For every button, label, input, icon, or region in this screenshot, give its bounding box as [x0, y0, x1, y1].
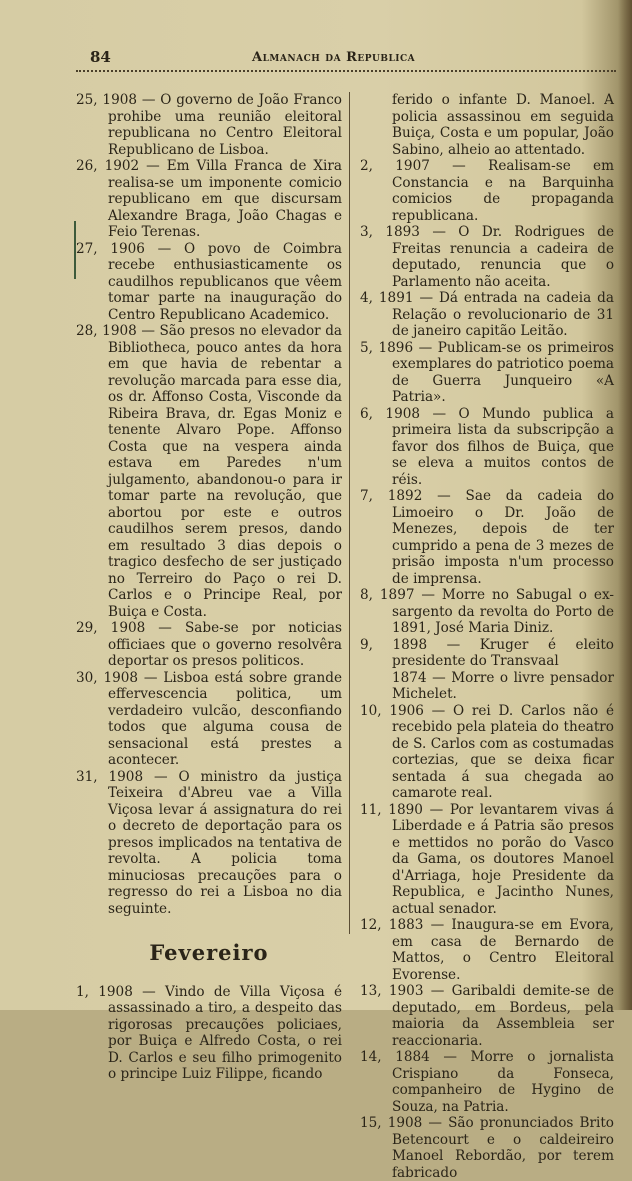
entry-feb-7: 7, 1892 — Sae da cadeia do Limoeiro o Dr. João de Menezes, depois de ter cumprido a pena de 3 mezes de prisão imposta n'um processo de imprensa.: [360, 488, 614, 587]
entry-feb-12: 12, 1883 — Inaugura-se em Evora, em casa de Bernardo de Mattos, o Centro Eleitoral Evorense.: [360, 917, 614, 983]
entry-feb-5: 5, 1896 — Publicam-se os primeiros exemplares do patriotico poema de Guerra Junqueiro «A Patria».: [360, 339, 615, 405]
entry-feb-9-sub: 1874 — Morre o livre pensador Michelet.: [392, 669, 614, 702]
entry-feb-6: 6, 1908 — O Mundo publica a primeira lista da subscripção a favor dos filhos de Buiça, que se eleva a muitos contos de réis.: [360, 405, 614, 488]
entry-feb-3: 3, 1893 — O Dr. Rodrigues de Freitas renuncia a cadeira de deputado, renuncia que o Parlamento não aceita.: [360, 224, 614, 290]
entry-jan-26: 26, 1902 — Em Villa Franca de Xira realisa-se um imponente comicio republicano em que discursam Alexandre Braga, João Chagas e Feio Terenas.: [76, 158, 342, 240]
month-heading: Fevereiro: [149, 940, 269, 965]
header-rule: [76, 70, 616, 75]
entry-jan-29: 29, 1908 — Sabe-se por noticias officiaes que o governo resolvêra deportar os presos politicos.: [76, 620, 342, 669]
entry-feb-9: 9, 1898 — Kruger é eleito presidente do Transvaal: [360, 636, 614, 669]
page-header: [76, 48, 616, 68]
entry-jan-27: 27, 1906 — O povo de Coimbra recebe enthusiasticamente os caudilhos republicanos que vêem tomar parte na inauguração do Centro Republicano Academico.: [76, 240, 342, 323]
page-number: 84: [90, 48, 111, 66]
running-title: Almanach da Republica: [252, 50, 416, 65]
entry-feb-15: 15, 1908 — São pronunciados Brito Betencourt e o caldeireiro Manoel Rebordão, por terem fabricado: [360, 1115, 614, 1181]
entry-feb-1-continued: ferido o infante D. Manoel. A policia assassinou em seguida Buiça, Costa e um popular, João Sabino, alheio ao attentado.: [392, 92, 614, 158]
entry-jan-30: 30, 1908 — Lisboa está sobre grande effervescencia politica, um verdadeiro vulcão, desconfiando todos que alguma cousa de sensacional está prestes a acontecer.: [76, 669, 342, 768]
entry-feb-1: 1, 1908 — Vindo de Villa Viçosa é assassinado a tiro, a despeito das rigorosas precauções policiaes, por Buiça e Alfredo Costa, o rei D. Carlos e seu filho primogenito o principe Luiz Filippe, ficando: [76, 983, 342, 1082]
left-column: [76, 92, 342, 1083]
entry-feb-10: 10, 1906 — O rei D. Carlos não é recebido pela plateia do theatro de S. Carlos com as costumadas cortezias, que se deixa ficar sentada á sua chegada ao camarote real.: [360, 702, 614, 801]
entry-jan-25: 25, 1908 — O governo de João Franco prohibe uma reunião eleitoral republicana no Centro Eleitoral Republicano de Lisboa.: [76, 92, 342, 158]
entry-jan-28: 28, 1908 — São presos no elevador da Bibliotheca, pouco antes da hora em que havia de rebentar a revolução marcada para esse dia, os dr. Affonso Costa, Visconde da Ribeira Brava, dr. Egas Moniz e tenente Alvaro Pope. Affonso Costa que na vespera ainda estava em Paredes n'um julgamento, abandonou-o para ir tomar parte na revolução, que abortou por este e outros caudilhos serem presos, dando em resultado 3 dias depois o tragico desfecho de ser justiçado no Terreiro do Paço o rei D. Carlos e o Principe Real, por Buiça e Costa.: [76, 323, 342, 620]
entry-feb-2: 2, 1907 — Realisam-se em Constancia e na Barquinha comicios de propaganda republicana.: [360, 158, 614, 224]
entry-feb-13: 13, 1903 — Garibaldi demite-se de deputado, em Bordeus, pela maioria da Assembleia ser reaccionaria.: [360, 983, 614, 1049]
entry-feb-11: 11, 1890 — Por levantarem vivas á Liberdade e á Patria são presos e mettidos no porão do Vasco da Gama, os doutores Manoel d'Arriaga, hoje Presidente da Republica, e Jacintho Nunes, actual senador.: [360, 801, 614, 917]
entry-jan-31: 31, 1908 — O ministro da justiça Teixeira d'Abreu vae a Villa Viçosa levar á assignatura do rei o decreto de deportação para os presos implicados na tentativa de revolta. A policia toma minuciosas precauções para o regresso do rei a Lisboa no dia seguinte.: [76, 768, 342, 917]
entry-feb-14: 14, 1884 — Morre o jornalista Crispiano da Fonseca, companheiro de Hygino de Souza, na Patria.: [360, 1049, 614, 1115]
page-spine-shadow: [618, 0, 632, 1010]
column-divider: [349, 92, 350, 934]
right-column: [360, 92, 614, 1181]
entry-feb-4: 4, 1891 — Dá entrada na cadeia da Relação o revolucionario de 31 de janeiro capitão Leitão.: [360, 290, 614, 339]
entry-feb-8: 8, 1897 — Morre no Sabugal o ex-sargento da revolta do Porto de 1891, José Maria Diniz.: [360, 587, 614, 636]
